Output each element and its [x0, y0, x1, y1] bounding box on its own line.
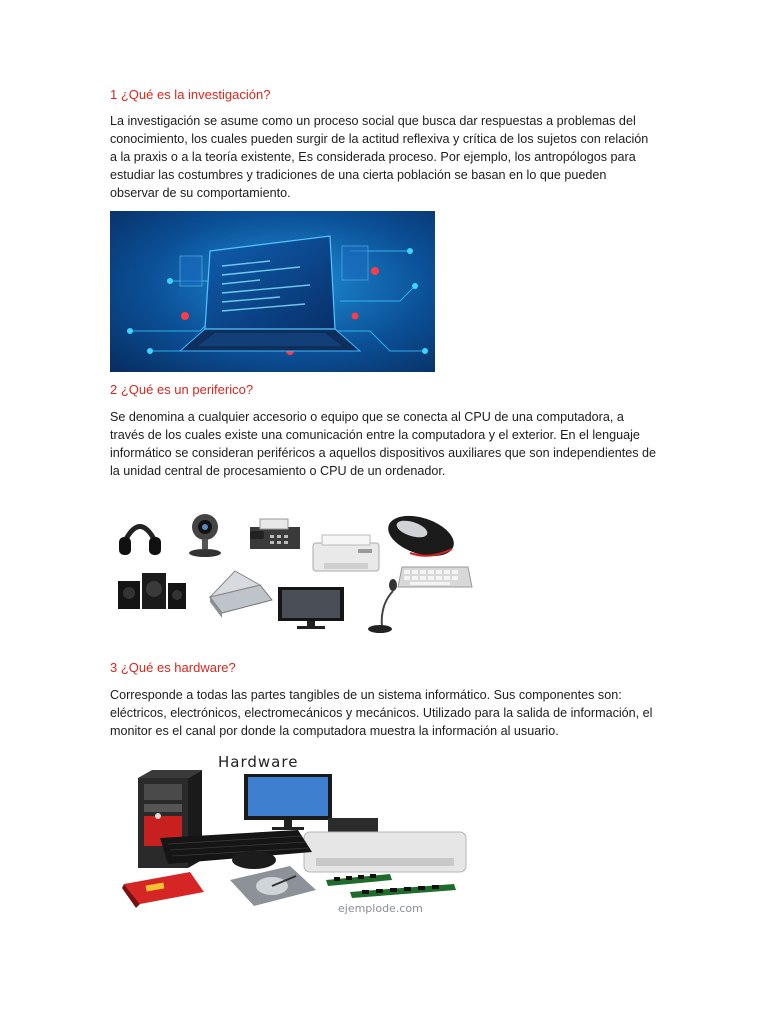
keyboard-icon [398, 567, 472, 587]
hard-drive-icon [230, 866, 316, 906]
speakers-icon [118, 573, 186, 609]
webcam-icon [189, 514, 221, 557]
heading-hardware: 3 ¿Qué es hardware? [110, 660, 236, 675]
laptop-icon [110, 211, 435, 372]
monitor-icon [244, 774, 332, 830]
printer-icon [313, 535, 379, 571]
scanner-icon [210, 571, 272, 618]
graphics-card-icon [122, 872, 204, 908]
heading-periferico: 2 ¿Qué es un periferico? [110, 382, 254, 397]
printer-icon [304, 818, 466, 872]
microphone-icon [368, 579, 397, 633]
hardware-figure-title: Hardware [218, 753, 299, 771]
monitor-icon [278, 587, 344, 629]
mouse-icon [383, 508, 459, 563]
figure-technology-laptop [110, 211, 435, 372]
fax-icon [250, 519, 300, 549]
ram-module-icon [326, 874, 456, 898]
paragraph-investigacion: La investigación se asume como un proceso social que busca dar respuestas a problemas del conocimiento, los cuales pueden surgir de la actitud reflexiva y crítica de los sujetos con relación a la praxis o a la teoría existente, Es considerada proceso. Por ejemplo, los antropólogos para estudiar las costumbres y tradiciones de una cierta población se basan en lo que pueden observar de su comportamiento. [110, 114, 649, 200]
figure-peripherals [110, 505, 480, 640]
paragraph-hardware: Corresponde a todas las partes tangibles de un sistema informático. Sus componentes son: eléctricos, electrónicos, electromecánicos y mecánicos. Utilizado para la salida de información, el monitor es el canal por donde la computadora muestra la información al usuario. [110, 688, 653, 738]
mouse-icon [232, 851, 276, 869]
heading-investigacion: 1 ¿Qué es la investigación? [110, 87, 271, 102]
paragraph-periferico: Se denomina a cualquier accesorio o equipo que se conecta al CPU de una computadora, a través de los cuales existe una comunicación entre la computadora y el exterior. En el lenguaje informático se consideran periféricos a aquellos dispositivos auxiliares que son independientes de la unidad central de procesamiento o CPU de un ordenador. [110, 410, 657, 478]
hardware-watermark: ejemplode.com [338, 902, 423, 915]
figure-hardware [120, 752, 470, 917]
headphones-icon [119, 527, 161, 556]
